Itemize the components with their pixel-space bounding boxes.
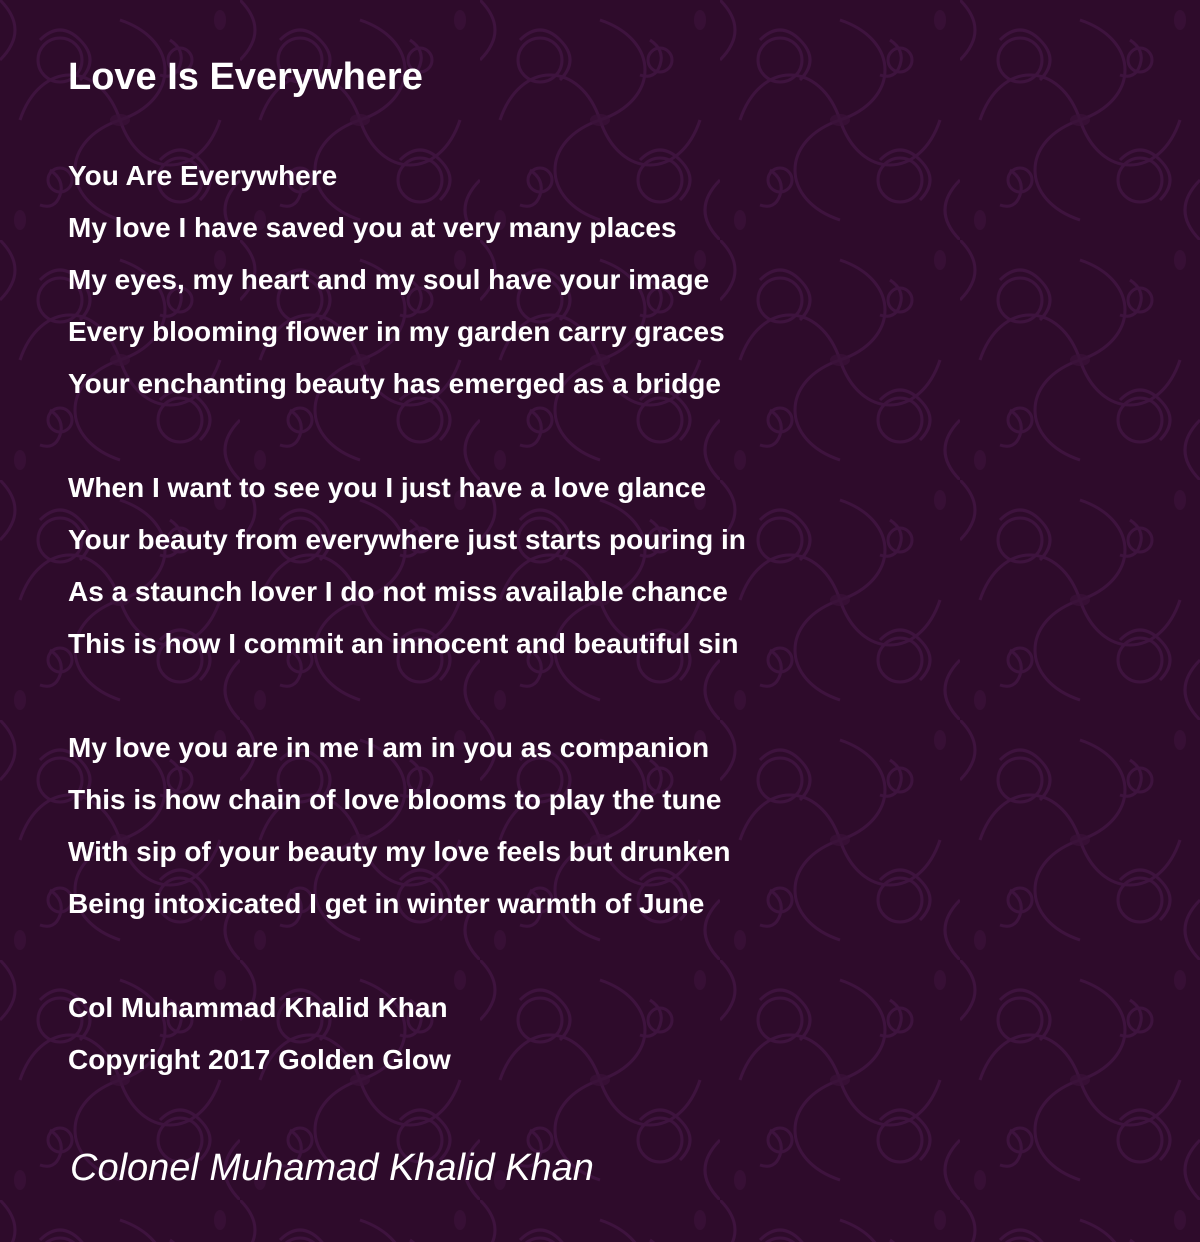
poem-stanza-1 <box>68 150 1148 410</box>
poem-line: When I want to see you I just have a love glance <box>68 472 706 503</box>
copyright-notice: Copyright 2017 Golden Glow <box>68 1044 451 1075</box>
poem-body <box>68 150 1148 1086</box>
poem-stanza-2 <box>68 462 1148 670</box>
poem-line: Every blooming flower in my garden carry graces <box>68 316 725 347</box>
poem-line: My love I have saved you at very many places <box>68 212 677 243</box>
stanza-spacer <box>68 670 1148 722</box>
poem-line: Your enchanting beauty has emerged as a bridge <box>68 368 721 399</box>
poem-line: Being intoxicated I get in winter warmth of June <box>68 888 705 919</box>
poem-credits <box>68 982 1148 1086</box>
poem-title: Love Is Everywhere <box>68 56 423 98</box>
poem-line: You Are Everywhere <box>68 160 338 191</box>
poem-line: As a staunch lover I do not miss available chance <box>68 576 728 607</box>
poem-line: Your beauty from everywhere just starts pouring in <box>68 524 746 555</box>
poem-stanza-3 <box>68 722 1148 930</box>
poem-line: This is how chain of love blooms to play the tune <box>68 784 722 815</box>
poem-line: With sip of your beauty my love feels but drunken <box>68 836 731 867</box>
poem-line: This is how I commit an innocent and beautiful sin <box>68 628 739 659</box>
poem-line: My eyes, my heart and my soul have your image <box>68 264 710 295</box>
stanza-spacer <box>68 930 1148 982</box>
author-signature: Colonel Muhamad Khalid Khan <box>70 1147 594 1189</box>
poem-line: My love you are in me I am in you as companion <box>68 732 710 763</box>
author-credit: Col Muhammad Khalid Khan <box>68 992 448 1023</box>
stanza-spacer <box>68 410 1148 462</box>
